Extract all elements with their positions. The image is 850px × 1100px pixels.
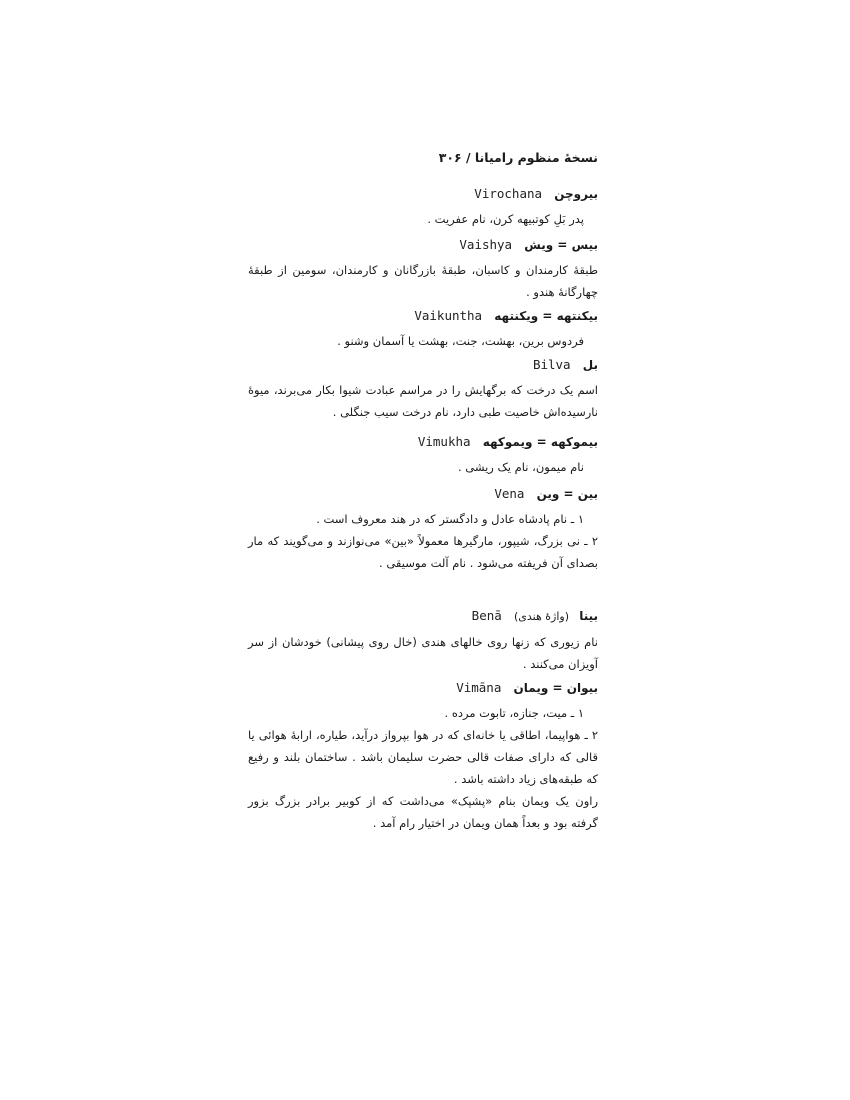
entry-persian-term: بل [582, 358, 598, 372]
entry-definition: طبقهٔ کارمندان و کاسبان، طبقهٔ بازرگانان و کارمندان، سومین از طبقهٔ چهارگانهٔ هندو . [248, 263, 598, 299]
glossary-entry [248, 680, 598, 834]
entry-persian-term: بیس = ویش [524, 238, 598, 252]
entry-definition-line: ۱ ـ میت، جنازه، تابوت مرده . [444, 706, 584, 720]
entry-heading [248, 608, 598, 625]
entry-latin-term: Vimāna [456, 680, 502, 695]
entry-definition-line: ۲ ـ نی بزرگ، شیپور، مارگیرها معمولاً «بین» می‌نوازند و می‌گویند که مار بصدای آن فریفته می‌شود . نام آلت موسیقی . [248, 534, 598, 570]
glossary-entry [248, 237, 598, 303]
glossary-entry [248, 308, 598, 352]
entry-latin-term: Bilva [532, 357, 571, 372]
entry-heading [248, 237, 598, 253]
entry-persian-term: بین = وین [536, 487, 598, 501]
entry-definition: پدر بَلِ کوتبیهه کرن، نام عفریت . [427, 212, 584, 226]
glossary-entry [248, 434, 598, 478]
entry-definition-line: ۱ ـ نام پادشاه عادل و دادگستر که در هند معروف است . [316, 512, 584, 526]
glossary-entry [248, 186, 598, 230]
entry-heading [248, 308, 598, 324]
entry-definition: نام میمون، نام یک ریشی . [457, 460, 584, 474]
glossary-entry [248, 608, 598, 675]
entry-persian-term: بیوان = ویمان [513, 681, 598, 695]
glossary-entry [248, 357, 598, 423]
entry-latin-term: Vaishya [459, 237, 513, 252]
entry-heading [248, 680, 598, 696]
entry-latin-term: Vena [494, 486, 525, 501]
entry-definition-line: راون یک ویمان بنام «پشپک» می‌داشت که از کوبیر برادر بزرگ بزور گرفته بود و بعداً همان ویمان در اختیار رام آمد . [248, 794, 598, 830]
entry-latin-term: Vaikuntha [414, 308, 483, 323]
entry-heading [248, 357, 598, 373]
entry-persian-term: بیکنتهه = ویکنتهه [494, 309, 598, 323]
entry-definition-line: ۲ ـ هواپیما، اطاقی یا خانه‌ای که در هوا بپرواز درآید، طیاره، ارابهٔ هوائی یا قالی که دارای صفات قالی حضرت سلیمان باشد . ساختمان بلند و رفیع که طبقه‌های زیاد داشته باشد . [248, 728, 598, 786]
entry-heading [248, 434, 598, 450]
entry-definition: اسم یک درخت که برگهایش را در مراسم عبادت شیوا بکار می‌برند، میوهٔ نارسیده‌اش خاصیت طبی دارد، نام درخت سیب جنگلی . [248, 383, 598, 419]
glossary-entry [248, 486, 598, 574]
entry-persian-term: بینا [579, 609, 598, 623]
entry-latin-term: Vimukha [417, 434, 471, 449]
entry-heading [248, 186, 598, 202]
entry-persian-term: بیروچن [554, 187, 598, 201]
entry-note: (واژهٔ هندی) [513, 610, 569, 623]
entry-persian-term: بیموکهه = ویموکهه [482, 435, 598, 449]
entry-definition: فردوس برین، بهشت، جنت، بهشت یا آسمان وشنو . [337, 334, 584, 348]
entry-definition: نام زیوری که زنها روی خالهای هندی (خال روی پیشانی) خودشان از سر آویزان می‌کنند . [248, 635, 598, 671]
page-header: نسخهٔ منظوم رامیانا / ۳۰۶ [438, 150, 598, 165]
entry-heading [248, 486, 598, 502]
entry-latin-term: Virochana [474, 186, 543, 201]
entry-latin-term: Benā [471, 608, 502, 623]
